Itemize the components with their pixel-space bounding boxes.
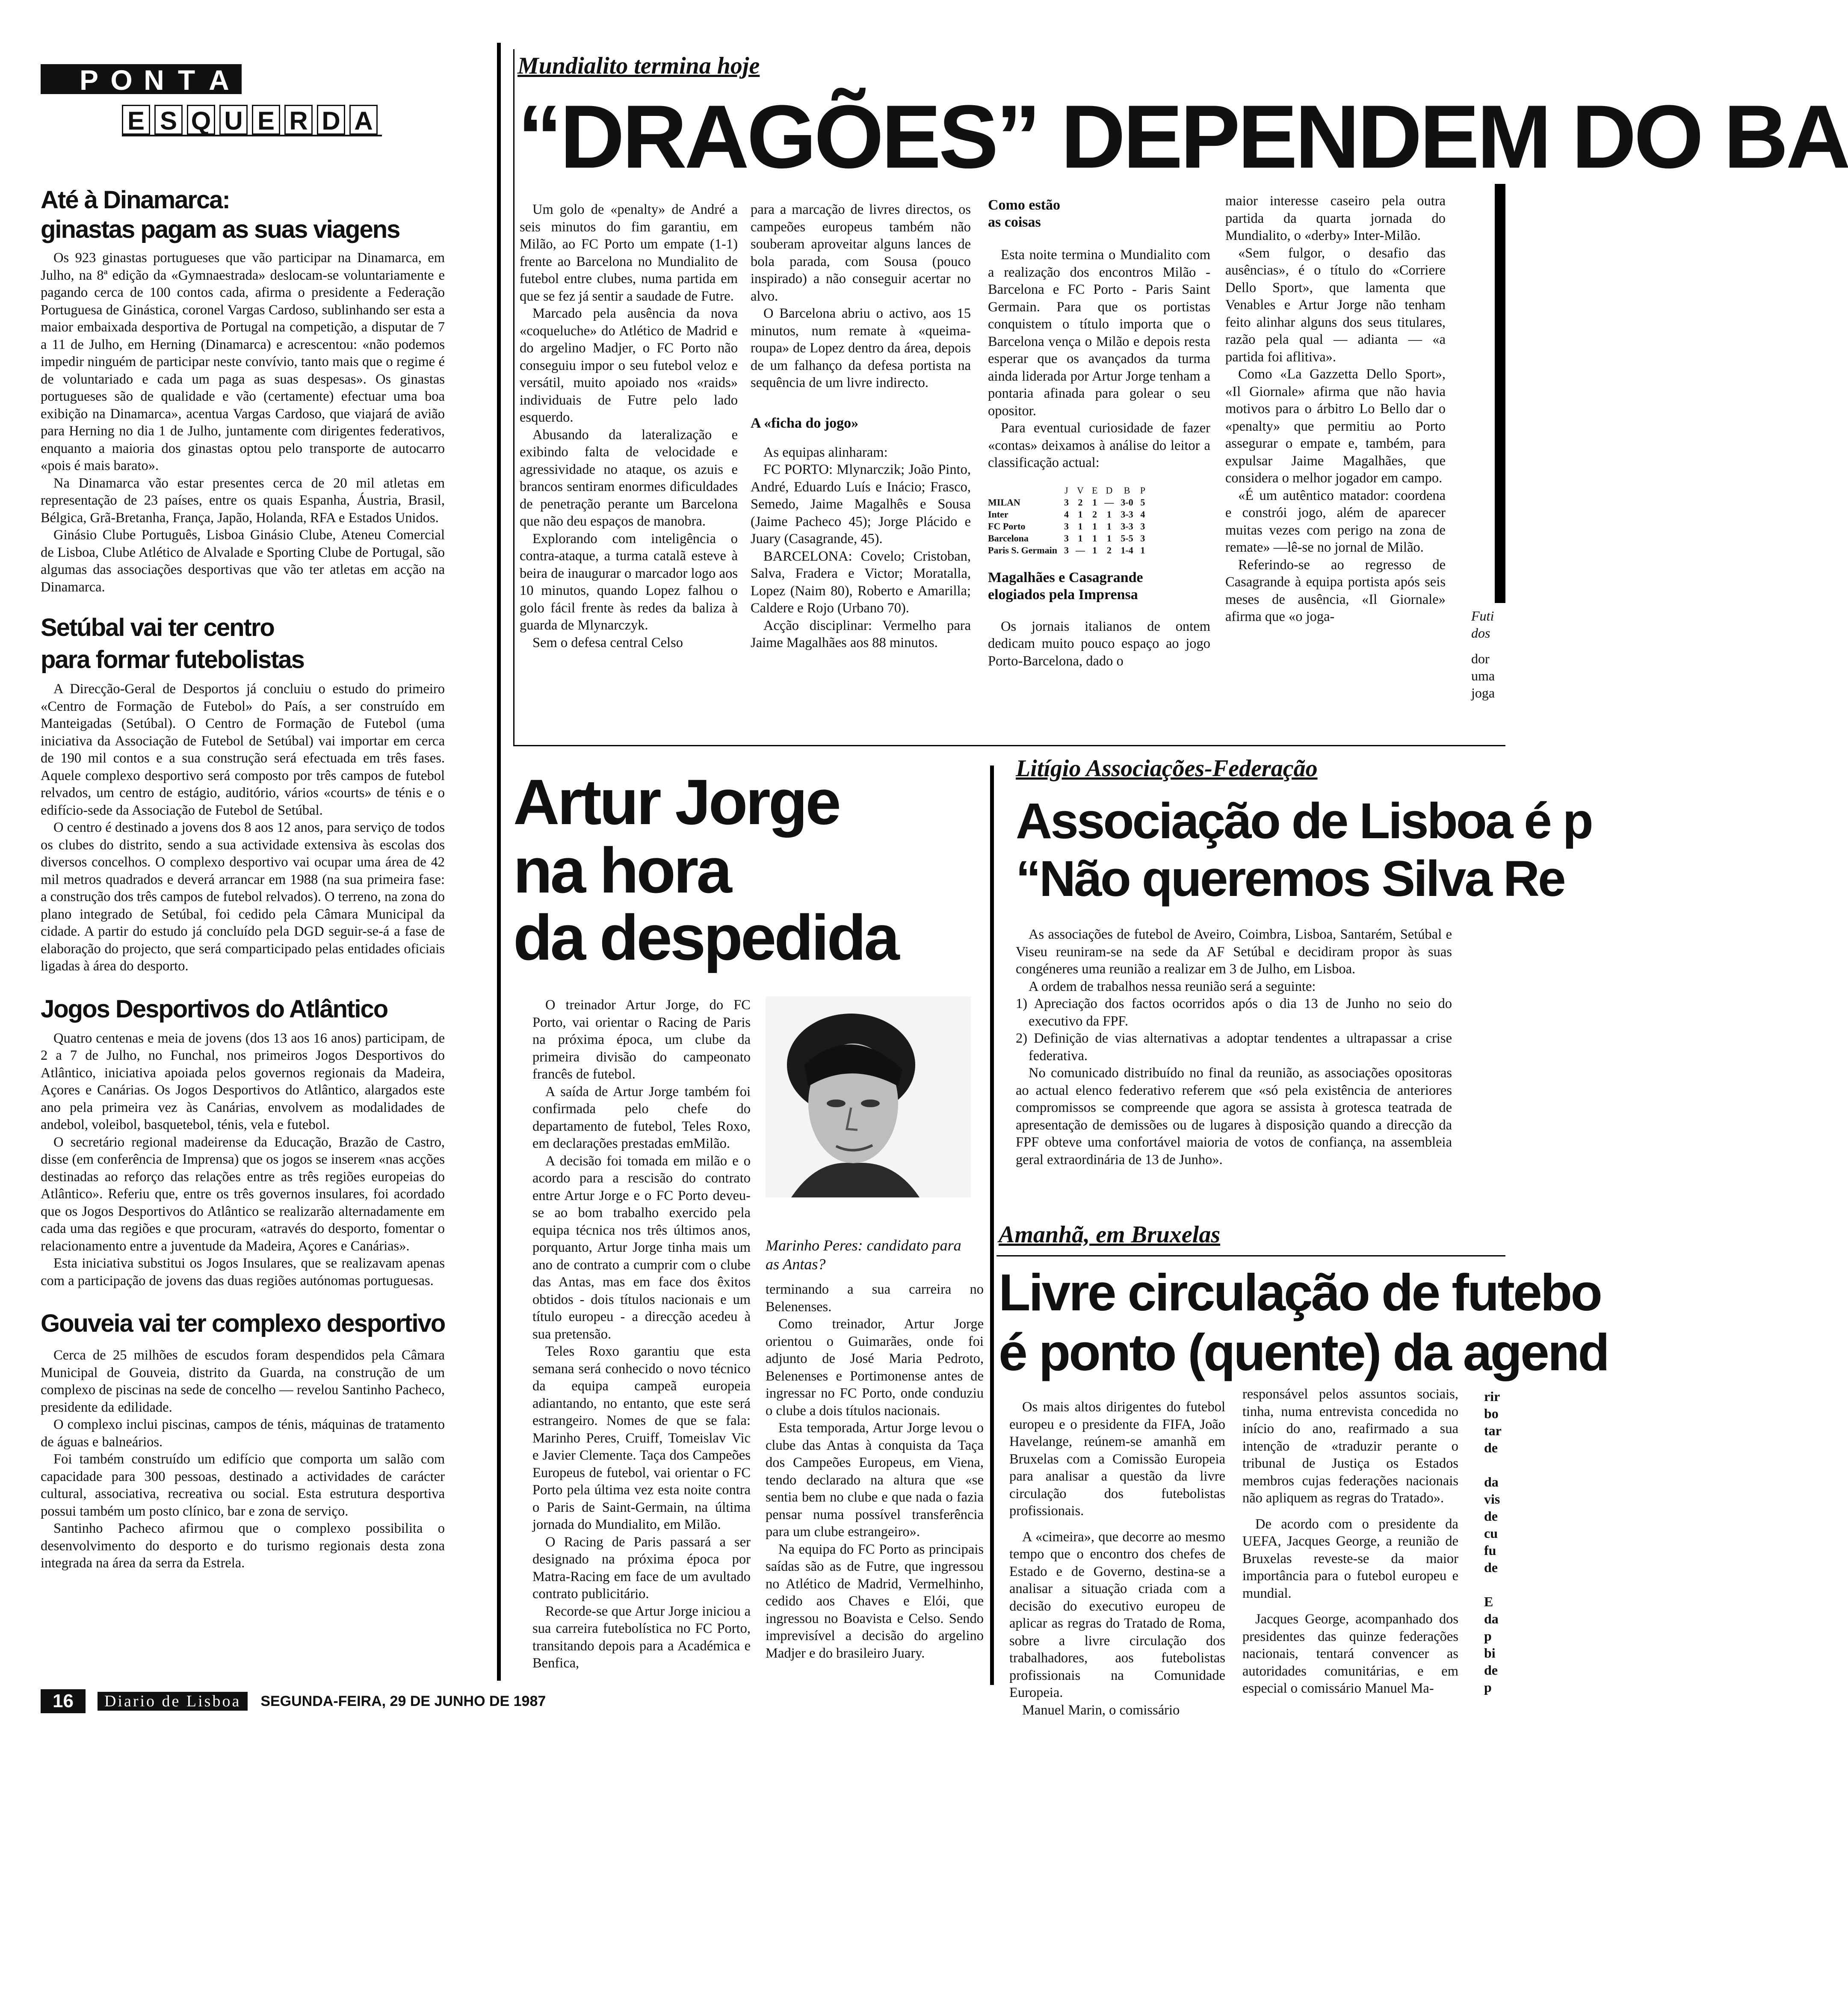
page-number: 16: [41, 1689, 86, 1713]
paragraph: A ordem de trabalhos nessa reunião será a seguinte:: [1029, 978, 1316, 994]
cell: 1: [1140, 544, 1145, 556]
headline: ginastas pagam as suas viagens: [41, 216, 400, 243]
article-setubal: [41, 613, 445, 975]
paragraph: terminando a sua carreira no Belenenses.: [766, 1282, 984, 1315]
logo-letter: T: [172, 64, 201, 94]
paragraph: 1) Apreciação dos factos ocorridos após o dia 13 de Junho no seio do executivo da FPF.: [1016, 996, 1452, 1029]
cut-text: rir: [1484, 1389, 1500, 1404]
cut-text: dor: [1471, 651, 1490, 666]
photo: [766, 996, 971, 1197]
cell: 3: [1064, 520, 1069, 532]
cell: 1: [1106, 532, 1112, 544]
paragraph: Acção disciplinar: Vermelho para Jaime Magalhães aos 88 minutos.: [751, 618, 971, 650]
mundialito-col-1: [520, 201, 738, 740]
paragraph: Explorando com inteligência o contra-ataque, a turma catalã esteve à beira de inaugurar o marcador logo aos 10 minutos, quando Lopez falhou o golo fácil frente às redes da baliza à guarda de Mlynarczyk.: [520, 531, 738, 633]
mundialito-col-3: [988, 197, 1210, 740]
cut-text: de: [1484, 1508, 1498, 1524]
cell: 3-0: [1121, 497, 1133, 508]
table-header: V: [1076, 485, 1084, 496]
subheading: A «ficha do jogo»: [751, 415, 859, 431]
table-row: [988, 520, 1149, 532]
vertical-rule: [497, 43, 501, 1681]
table-header: D: [1106, 485, 1113, 496]
paragraph: maior interesse caseiro pela outra partida da quarta jornada do Mundialito, o «derby» Inter-Milão.: [1225, 193, 1446, 243]
cut-column-edge: [1471, 607, 1505, 744]
cell: 1: [1092, 544, 1097, 556]
logo-letter: S: [154, 105, 183, 135]
cut-text: dos: [1471, 625, 1490, 641]
newspaper-name: Diario de Lisboa: [98, 1692, 248, 1711]
headline: Gouveia vai ter complexo desportivo: [41, 1309, 445, 1337]
logo-letter: E: [252, 105, 280, 135]
kicker: Amanhã, em Bruxelas: [999, 1221, 1221, 1248]
article-dinamarca: [41, 186, 445, 596]
cell: 3-3: [1121, 508, 1133, 520]
logo-letter: A: [205, 64, 233, 94]
cell: 2: [1092, 508, 1097, 520]
cut-column-edge: [1484, 1388, 1505, 1695]
paragraph: O treinador Artur Jorge, do FC Porto, vai orientar o Racing de Paris na próxima época, um clube da primeira divisão do campeonato francês de futebol.: [532, 997, 751, 1082]
standings-table: [988, 485, 1149, 556]
artur-col-1: [532, 996, 751, 1672]
page-footer: [41, 1689, 1238, 1719]
headline: Até à Dinamarca:: [41, 186, 230, 214]
section-logo: [41, 64, 447, 163]
subheading: Como estão: [988, 197, 1061, 213]
cell: 1-4: [1121, 544, 1133, 556]
paragraph: «Sem fulgor, o desafio das ausências», é o título do «Corriere Dello Sport», que lamenta que Venables e Artur Jorge não tenham feito alinhar alguns dos seus titulares, razão pela qual — adianta — «a partida foi aflitiva».: [1225, 245, 1446, 365]
cut-text: joga: [1471, 685, 1495, 701]
headline-line: “Não queremos Silva Re: [1016, 851, 1564, 907]
paragraph: No comunicado distribuído no final da reunião, as associações opositoras ao actual elenco federativo referem que «só pela existência de anteriores compromissos se compreende que agora se assista à grotesca teatrada de apresentação de demissões ou de lugares à disposição quando a direcção da FPF obteve uma confortável maioria de votos de confiança, na assembleia geral extraordinária de 13 de Junho».: [1016, 1065, 1452, 1168]
cut-text: da: [1484, 1474, 1499, 1490]
paragraph: Esta iniciativa substitui os Jogos Insulares, que se realizavam apenas com a participação de jovens das duas regiões autónomas portuguesas.: [41, 1256, 445, 1289]
cut-text: bi: [1484, 1645, 1496, 1661]
article-jogos: [41, 992, 445, 1290]
team-name: MILAN: [988, 497, 1020, 508]
article-gouveia: [41, 1306, 445, 1572]
paragraph: A Direcção-Geral de Desportos já concluiu o estudo do primeiro «Centro de Formação de Futebol» do País, a ser construído em Manteigadas (Setúbal). O Centro de Formação de Futebol (uma iniciativa da Associação de Futebol de Setúbal) vai importar em cerca de 190 mil contos e a sua construção será efectuada em três fases. Aquele complexo desportivo será composto por três campos de futebol relvados, um centro de estágio, auditório, vários «courts» de ténis e o edifício-sede da Associação de Futebol de Setúbal.: [41, 681, 445, 818]
paragraph: O Barcelona abriu o activo, aos 15 minutos, num remate à «queima-roupa» de Lopez dentro da área, depois de um falhanço da defesa portista na sequência de um livre indirecto.: [751, 306, 971, 390]
paragraph: Teles Roxo garantiu que esta semana será conhecido o novo técnico da equipa campeã europeia adiantando, no entanto, que este será estrangeiro. Nomes de que se fala: Marinho Peres, Cruiff, Tomeislav Vic e Javier Clemente. Taça dos Campeões Europeus de futebol, vai orientar o FC Porto pela última vez esta noite contra o Paris de Saint-Germain, na última jornada do Mundialito, em Milão.: [532, 1344, 751, 1532]
cell: 2: [1106, 544, 1112, 556]
paragraph: As equipas alinharam:: [763, 444, 888, 460]
cell: 4: [1064, 508, 1069, 520]
cut-text: de: [1484, 1440, 1498, 1455]
logo-letter: N: [140, 64, 168, 94]
table-header: B: [1124, 485, 1130, 496]
cut-text: p: [1484, 1628, 1492, 1643]
cut-text: de: [1484, 1560, 1498, 1575]
cell: 1: [1078, 508, 1083, 520]
logo-letter: Q: [187, 105, 215, 135]
bruxelas-col-2: [1242, 1386, 1458, 1696]
main-headline: “DRAGÕES” DEPENDEM DO BA: [517, 86, 1848, 187]
cut-text: vis: [1484, 1491, 1500, 1507]
paragraph: O Racing de Paris passará a ser designado na próxima época por Matra-Racing em face de um avultado contrato publicitário.: [532, 1534, 751, 1602]
cut-text: cu: [1484, 1525, 1498, 1541]
bruxelas-rule: [996, 1255, 1505, 1256]
headline-line: Livre circulação de futebo: [999, 1263, 1601, 1321]
cell: 3: [1064, 532, 1069, 544]
subheading: elogiados pela Imprensa: [988, 586, 1138, 603]
paragraph: 2) Definição de vias alternativas a adoptar tendentes a ultrapassar a crise federativa.: [1016, 1031, 1452, 1064]
paragraph: FC PORTO: Mlynarczik; João Pinto, André, Eduardo Luís e Inácio; Frasco, Semedo, Jaime Magalhês e Sousa (Jaime Pacheco 45); Jorge Plácido e Juary (Casagrande, 45).: [751, 462, 971, 547]
paragraph: Na equipa do FC Porto as principais saídas são as de Futre, que ingressou no Atlético de Madrid, Vermelhinho, cedido aos Chaves e Elói, que ingressou no Boavista e Celso. Sendo imprevisível a decisão do argelino Madjer e do brasileiro Juary.: [766, 1541, 984, 1661]
paragraph: Santinho Pacheco afirmou que o complexo possibilita o desenvolvimento do desporto e do turismo regionais desta zona integrada na área da serra da Estrela.: [41, 1521, 445, 1571]
headline-line: na hora: [513, 834, 730, 906]
cell: —: [1075, 544, 1085, 556]
paragraph: para a marcação de livres directos, os campeões europeus também não souberam aproveitar alguns lances de bola parada, com Sousa (pouco inspirado) a não conseguir acertar no alvo.: [751, 202, 971, 304]
cell: —: [1104, 497, 1114, 508]
cut-text: da: [1484, 1611, 1499, 1626]
paragraph: Os 923 ginastas portugueses que vão participar na Dinamarca, em Julho, na 8ª edição da «Gymnaestrada» deslocam-se voluntariamente e pagando cerca de 100 contos cada, afirma o presidente a Federação Portuguesa de Ginástica, coronel Vargas Cardoso, sublinhando ser esta a maior embaixada desportiva de Portugal na competição, a disputar de 7 a 11 de Julho, em Herning (Dinamarca) e acrescentou: «não podemos impedir ninguém de participar neste convívio, tanto mais que o regime é de voluntariado e cada um paga as suas despesas». Os ginastas portugueses são de qualidade e vão (certamente) efectuar uma boa exibição na Dinamarca», acentua Vargas Cardoso, que viajará de avião para Herning no dia 1 de Julho, juntamente com dirigentes federativos, enquanto a maioria dos ginastas optou pelo transporte de autocarro «pois é mais barato».: [41, 250, 445, 473]
paragraph: Na Dinamarca vão estar presentes cerca de 20 mil atletas em representação de 23 países, entre os quais Espanha, Áustria, Brasil, Bélgica, Grã-Bretanha, França, Japão, Holanda, RFA e Estados Unidos.: [41, 475, 445, 526]
mundialito-col-2: [751, 201, 971, 740]
cell: 2: [1078, 497, 1083, 508]
paragraph: Ginásio Clube Português, Lisboa Ginásio Clube, Ateneu Comercial de Lisboa, Clube Atlético de Alvalade e Sporting Clube de Portugal, são algumas das associações desportivas que vão ter atletas em acção na Dinamarca.: [41, 527, 445, 595]
cut-text: E: [1484, 1594, 1493, 1609]
issue-date: SEGUNDA-FEIRA, 29 DE JUNHO DE 1987: [260, 1693, 546, 1709]
mundialito-col-4: [1225, 192, 1446, 740]
paragraph: O secretário regional madeirense da Educação, Brazão de Castro, disse (em conferência de Imprensa) que os jogos se inserem «nas acções destinadas ao reforço das relações entre as três regiões europeias do Atlântico». Referiu que, entre os três governos insulares, foi acordado que os Jogos Desportivos do Atlântico se realizarão alternadamente em cada uma das regiões e que procuram, «através do desporto, fomentar o relacionamento entre a juventude da Madeira, Açores e Canárias».: [41, 1134, 445, 1254]
paragraph: Referindo-se ao regresso de Casagrande à equipa portista após seis meses de ausência, «Il Giornale» afirma que «o joga-: [1225, 557, 1446, 624]
paragraph: A saída de Artur Jorge também foi confirmada pelo chefe do departamento de futebol, Teles Roxo, em declarações prestadas emMilão.: [532, 1084, 751, 1151]
cell: 4: [1140, 508, 1145, 520]
paragraph: Como «La Gazzetta Dello Sport», «Il Giornale» afirma que não havia motivos para o árbitro Lo Bello dar o «penalty» que permitiu ao Porto assegurar o empate e, também, para expulsar Jaime Magalhães, que considera o melhor jogador em campo.: [1225, 367, 1446, 486]
cell: 3-3: [1121, 520, 1133, 532]
paragraph: As associações de futebol de Aveiro, Coimbra, Lisboa, Santarém, Setúbal e Viseu reuniram-se na sede da AF Setúbal e decidiram propor às suas congéneres uma reunião a realizar em 3 de Julho, em Lisboa.: [1016, 927, 1452, 977]
paragraph: responsável pelos assuntos sociais, tinha, numa entrevista concedida no início do ano, reafirmado a sua intenção de «traduzir perante o tribunal de Justiça os Estados membros cujas federações nacionais não apliquem as regras do Tratado».: [1242, 1386, 1458, 1506]
paragraph: Como treinador, Artur Jorge orientou o Guimarães, onde foi adjunto de José Maria Pedroto, Belenenses e Portimonense antes de ingressar no FC Porto, onde conduziu o clube a dois títulos nacionais.: [766, 1316, 984, 1419]
cell: 1: [1106, 508, 1112, 520]
artur-headline: [513, 766, 984, 973]
cell: 3: [1140, 520, 1145, 532]
mundialito-box-left: [513, 49, 514, 746]
cut-text: Futi: [1471, 608, 1494, 624]
litigio-body: [1016, 926, 1452, 1247]
paragraph: Um golo de «penalty» de André a seis minutos do fim garantiu, em Milão, ao FC Porto um empate (1-1) frente ao Barcelona no Mundialito de futebol entre clubes, numa partida em que se fez já sentir a saudade de Futre.: [520, 202, 738, 304]
logo-letter: U: [219, 105, 248, 135]
table-row: [988, 544, 1149, 556]
paragraph: Os mais altos dirigentes do futebol europeu e o presidente da FIFA, João Havelange, reúnem-se amanhã em Bruxelas com a Comissão Europeia para analisar a questão da livre circulação dos futebolistas profissionais.: [1009, 1399, 1225, 1519]
mundialito-box-bottom: [513, 745, 1505, 746]
cell: 1: [1092, 532, 1097, 544]
section-rule: [990, 766, 994, 1685]
table-row: [988, 497, 1149, 508]
paragraph: Cerca de 25 milhões de escudos foram despendidos pela Câmara Municipal de Gouveia, distrito da Guarda, na construção de um complexo de piscinas na sede de concelho — revelou Santinho Pacheco, presidente da edilidade.: [41, 1348, 445, 1415]
paragraph: A «cimeira», que decorre ao mesmo tempo que o encontro dos chefes de Estado e de Governo, destina-se a analisar a situação criada com a decisão do executivo europeu de aplicar as regras do Tratado de Roma, sobre a livre circulação dos trabalhadores, aos futebolistas profissionais na Comunidade Europeia.: [1009, 1529, 1225, 1700]
team-name: Paris S. Germain: [988, 544, 1057, 556]
headline-line: Artur Jorge: [513, 766, 839, 838]
cell: 5-5: [1121, 532, 1133, 544]
paragraph: «É um autêntico matador: coordena e constrói jogo, além de aparecer muitas vezes com perigo na zona de remate» —lê-se no jornal de Milão.: [1225, 488, 1446, 555]
table-header: E: [1091, 485, 1098, 496]
cell: 1: [1078, 532, 1083, 544]
headline-line: da despedida: [513, 902, 898, 973]
kicker: Mundialito termina hoje: [517, 53, 760, 79]
photo-edge: [1495, 184, 1505, 603]
cell: 1: [1078, 520, 1083, 532]
subheading: as coisas: [988, 214, 1041, 230]
cut-text: tar: [1484, 1423, 1502, 1438]
bruxelas-col-1: [1009, 1398, 1225, 1718]
cell: 1: [1106, 520, 1112, 532]
cell: 3: [1064, 544, 1069, 556]
cut-text: p: [1484, 1679, 1492, 1695]
logo-letter: R: [284, 105, 313, 135]
paragraph: A decisão foi tomada em milão e o acordo para a rescisão do contrato entre Artur Jorge e o FC Porto deveu-se ao bom trabalho exercido pela equipa técnica nos três últimos anos, porquanto, Artur Jorge tinha mais um ano de contrato a cumprir com o clube das Antas, mas em face dos êxitos obtidos - dois títulos nacionais e um título europeu - a direcção acedeu à sua pretensão.: [532, 1153, 751, 1342]
cut-text: fu: [1484, 1543, 1496, 1558]
headline-line: é ponto (quente) da agend: [999, 1323, 1608, 1381]
artur-col-2: [766, 1281, 984, 1674]
portrait-photo: [766, 996, 971, 1197]
logo-letter: A: [349, 105, 378, 135]
cell: 1: [1092, 497, 1097, 508]
logo-letter: D: [317, 105, 345, 135]
paragraph: Marcado pela ausência da nova «coqueluche» do Atlético de Madrid e do argelino Madjer, o FC Porto não conseguiu impor o seu futebol veloz e versátil, muito apoiado nos «raids» individuais de Futre pelo lado esquerdo.: [520, 306, 738, 425]
team-name: Barcelona: [988, 532, 1029, 544]
headline: Setúbal vai ter centro: [41, 614, 274, 641]
paragraph: Esta temporada, Artur Jorge levou o clube das Antas à conquista da Taça dos Campeões Europeus, em Viena, tendo declarado na altura que «se sentia bem no clube e que nada o fazia pensar numa possível transferência para um clube estrangeiro».: [766, 1420, 984, 1540]
kicker: Litígio Associações-Federação: [1016, 755, 1318, 782]
table-row: [988, 508, 1149, 520]
cut-text: bo: [1484, 1406, 1499, 1421]
paragraph: De acordo com o presidente da UEFA, Jacques George, a reunião de Bruxelas reveste-se da maior importância para o futebol europeu e mundial.: [1242, 1516, 1458, 1601]
logo-letter: P: [75, 64, 103, 94]
headline: Jogos Desportivos do Atlântico: [41, 995, 388, 1023]
paragraph: Sem o defesa central Celso: [532, 635, 683, 650]
left-column: [41, 186, 445, 1661]
cell: 3: [1140, 532, 1145, 544]
paragraph: Abusando da lateralização e exibindo falta de velocidade e agressividade no ataque, os azuis e brancos sentiram enormes dificuldades de penetração perante um Barcelona que não deu espaços de manobra.: [520, 427, 738, 529]
table-header: J: [1064, 485, 1068, 496]
logo-letter: E: [122, 105, 150, 135]
paragraph: O complexo inclui piscinas, campos de ténis, máquinas de tratamento de águas e balneários.: [41, 1417, 445, 1450]
headline-line: Associação de Lisboa é p: [1016, 793, 1592, 849]
cell: 3: [1064, 497, 1069, 508]
cell: 5: [1140, 497, 1145, 508]
team-name: FC Porto: [988, 520, 1026, 532]
photo-caption: Marinho Peres: candidato para as Antas?: [766, 1237, 961, 1273]
paragraph: Foi também construído um edifício que comporta um salão com capacidade para 300 pessoas, destinado a actividades de carácter cultural, associativa, recreativa ou social. Esta estrutura desportiva possui também um posto clínico, bar e zona de serviço.: [41, 1451, 445, 1519]
paragraph: BARCELONA: Covelo; Cristoban, Salva, Fradera e Victor; Moratalla, Lopez (Naim 80), Roberto e Amarilla; Caldere e Rojo (Urbano 70).: [751, 548, 971, 616]
subheading: Magalhães e Casagrande: [988, 569, 1143, 585]
paragraph: Manuel Marin, o comissário: [1022, 1702, 1180, 1718]
logo-letter: O: [107, 64, 136, 94]
team-name: Inter: [988, 508, 1008, 520]
paragraph: Para eventual curiosidade de fazer «contas» deixamos à análise do leitor a classificação actual:: [988, 420, 1210, 470]
table-row: [988, 532, 1149, 544]
cut-text: de: [1484, 1662, 1498, 1678]
headline: para formar futebolistas: [41, 646, 304, 674]
paragraph: Jacques George, acompanhado dos presidentes das quinze federações nacionais, tentará convencer as autoridades comunitárias, e em especial o comissário Manuel Ma-: [1242, 1611, 1458, 1696]
cut-text: uma: [1471, 668, 1495, 683]
paragraph: Esta noite termina o Mundialito com a realização dos encontros Milão - Barcelona e FC Porto - Paris Saint Germain. Para que os portistas conquistem o título importa que o Barcelona vença o Milão e depois resta esperar que os avançados da turma ainda liderada por Artur Jorge tenham a pontaria afinada para golear o seu opositor.: [988, 247, 1210, 419]
paragraph: Os jornais italianos de ontem dedicam muito pouco espaço ao jogo Porto-Barcelona, dado o: [988, 618, 1210, 669]
cell: 1: [1092, 520, 1097, 532]
paragraph: Recorde-se que Artur Jorge iniciou a sua carreira futebolística no FC Porto, transitando depois para a Académica e Benfica,: [532, 1603, 751, 1671]
table-header: P: [1140, 485, 1145, 496]
paragraph: Quatro centenas e meia de jovens (dos 13 aos 16 anos) participam, de 2 a 7 de Julho, no Funchal, nos primeiros Jogos Desportivos do Atlântico, iniciativa apoiada pelos governos regionais da Madeira, Açores e Canárias. Os Jogos Desportivos do Atlântico, alargados este ano pela primeira vez às Canárias, envolvem as modalidades de andebol, voleibol, basquetebol, ténis, vela e futebol.: [41, 1030, 445, 1132]
paragraph: O centro é destinado a jovens dos 8 aos 12 anos, para serviço de todos os clubes do distrito, sendo a sua actividade extensiva às escolas dos diversos concelhos. O complexo desportivo vai ocupar uma área de 42 mil metros quadrados e deverá arrancar em 1988 (na sua primeira fase: a construção dos três campos de futebol relvados). O terreno, na zona do plano integrado de Setúbal, foi cedido pela Câmara Municipal da cidade. A partir do estudo já concluído pela DGD seguir-se-á a fase de elaboração do projecto, que será comparticipado pelas entidades oficiais ligadas à área do desporto.: [41, 820, 445, 974]
table-header-row: [988, 485, 1149, 497]
